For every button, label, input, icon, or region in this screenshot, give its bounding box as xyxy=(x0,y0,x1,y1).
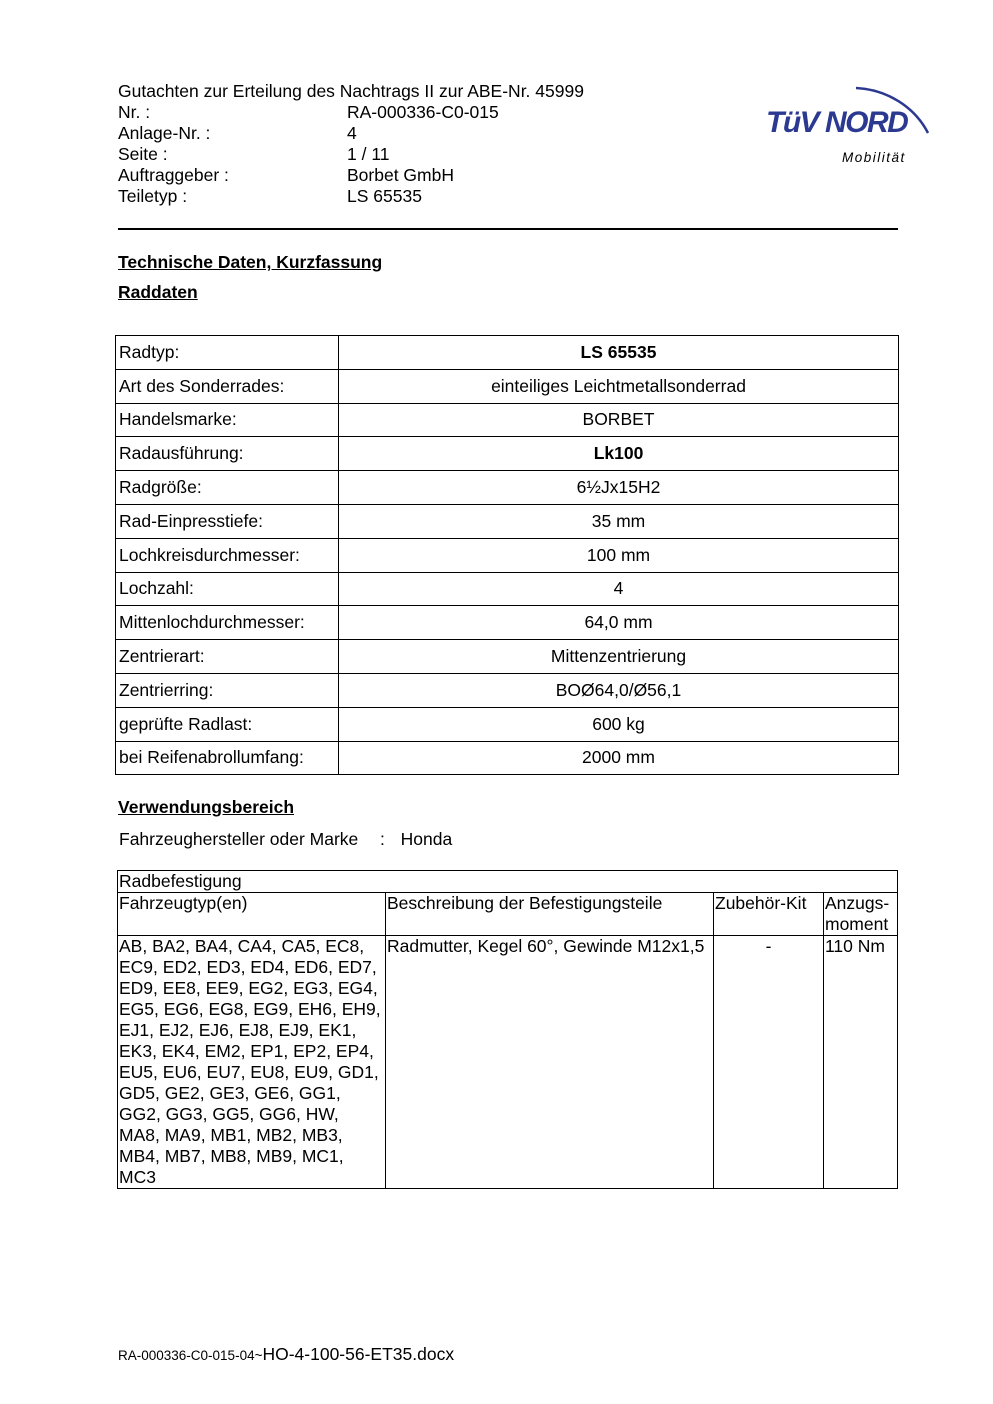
rad-label: Radgröße: xyxy=(116,471,339,505)
rad-value: BOØ64,0/Ø56,1 xyxy=(339,673,899,707)
rad-label: Rad-Einpresstiefe: xyxy=(116,504,339,538)
table-header-row xyxy=(118,893,898,936)
cell-zubehoer-kit: - xyxy=(714,936,824,1189)
header-label: Anlage-Nr. : xyxy=(118,123,211,143)
rad-label: Mittenlochdurchmesser: xyxy=(116,606,339,640)
rad-label: Zentrierart: xyxy=(116,640,339,674)
report-title: Gutachten zur Erteilung des Nachtrags II zur ABE-Nr. 45999 xyxy=(118,81,584,101)
cell-beschreibung: Radmutter, Kegel 60°, Gewinde M12x1,5 xyxy=(386,936,714,1189)
table-row xyxy=(116,471,899,505)
logo-brand: TüV NORD xyxy=(766,106,908,139)
raddaten-table xyxy=(115,335,899,775)
rad-value: Lk100 xyxy=(339,437,899,471)
table-row xyxy=(116,504,899,538)
section-subtitle: Raddaten xyxy=(118,282,198,302)
rad-label: Radausführung: xyxy=(116,437,339,471)
rad-label: Lochzahl: xyxy=(116,572,339,606)
header-label: Teiletyp : xyxy=(118,186,188,206)
rad-label: geprüfte Radlast: xyxy=(116,707,339,741)
rad-value: Mittenzentrierung xyxy=(339,640,899,674)
table-row xyxy=(116,336,899,370)
header-anzugsmoment xyxy=(824,893,898,936)
header-label: Nr. : xyxy=(118,102,151,122)
table-row xyxy=(118,936,898,1189)
table-row xyxy=(116,369,899,403)
table-caption-row xyxy=(118,871,898,893)
rad-label: Radtyp: xyxy=(116,336,339,370)
rad-value: LS 65535 xyxy=(339,336,899,370)
header-fahrzeugtyp: Fahrzeugtyp(en) xyxy=(118,893,386,936)
header-label: Auftraggeber : xyxy=(118,165,229,185)
rad-label: Art des Sonderrades: xyxy=(116,369,339,403)
maker-value: Honda xyxy=(400,829,453,849)
logo-sub: Mobilität xyxy=(842,150,906,165)
maker-label: Fahrzeughersteller oder Marke xyxy=(119,829,359,849)
header-anzugs: Anzugs- xyxy=(825,893,890,913)
rad-value: 4 xyxy=(339,572,899,606)
header-value: RA-000336-C0-015 xyxy=(347,102,499,122)
table-row xyxy=(116,403,899,437)
table-row xyxy=(116,707,899,741)
table-row xyxy=(116,437,899,471)
footer-code: RA-000336-C0-015-04~ xyxy=(118,1348,263,1363)
rad-value: 35 mm xyxy=(339,504,899,538)
rad-value: BORBET xyxy=(339,403,899,437)
cell-anzugsmoment: 110 Nm xyxy=(824,936,898,1189)
rad-label: bei Reifenabrollumfang: xyxy=(116,741,339,775)
rad-value: 100 mm xyxy=(339,538,899,572)
rad-value: 600 kg xyxy=(339,707,899,741)
rad-label: Zentrierring: xyxy=(116,673,339,707)
rad-label: Handelsmarke: xyxy=(116,403,339,437)
table-row xyxy=(116,741,899,775)
table-row xyxy=(116,538,899,572)
rad-value: 6½Jx15H2 xyxy=(339,471,899,505)
header-zubehoer-kit: Zubehör-Kit xyxy=(714,893,824,936)
header-label: Seite : xyxy=(118,144,168,164)
maker-separator: : xyxy=(380,829,385,849)
footer-file: HO-4-100-56-ET35.docx xyxy=(262,1344,455,1364)
table-row xyxy=(116,572,899,606)
header-divider xyxy=(118,228,898,230)
section-title: Technische Daten, Kurzfassung xyxy=(118,252,383,272)
table-caption: Radbefestigung xyxy=(118,871,898,893)
table-row xyxy=(116,640,899,674)
header-value: 1 / 11 xyxy=(347,144,390,164)
section-verwendung-title: Verwendungsbereich xyxy=(118,797,295,817)
header-value: LS 65535 xyxy=(347,186,422,206)
maker-line xyxy=(119,829,452,850)
rad-value: einteiliges Leichtmetallsonderrad xyxy=(339,369,899,403)
rad-value: 64,0 mm xyxy=(339,606,899,640)
rad-value: 2000 mm xyxy=(339,741,899,775)
header-value: 4 xyxy=(347,123,357,143)
table-row xyxy=(116,606,899,640)
table-row xyxy=(116,673,899,707)
header-beschreibung: Beschreibung der Befestigungsteile xyxy=(386,893,714,936)
radbefestigung-table xyxy=(117,870,898,1189)
rad-label: Lochkreisdurchmesser: xyxy=(116,538,339,572)
tuv-nord-logo xyxy=(760,58,945,173)
footer xyxy=(118,1344,454,1365)
header-moment: moment xyxy=(825,914,889,934)
header-value: Borbet GmbH xyxy=(347,165,454,185)
cell-fahrzeugtypen: AB, BA2, BA4, CA4, CA5, EC8, EC9, ED2, ED3, ED4, ED6, ED7, ED9, EE8, EE9, EG2, EG3, EG4, EG5, EG6, EG8, EG9, EH6, EH9, EJ1, EJ2, EJ6, EJ8, EJ9, EK1, EK3, EK4, EM2, EP1, EP2, EP4, EU5, EU6, EU7, EU8, EU9, GD1, GD5, GE2, GE3, GE6, GG1, GG2, GG3, GG5, GG6, HW, MA8, MA9, MB1, MB2, MB3, MB4, MB7, MB8, MB9, MC1, MC3 xyxy=(118,936,386,1189)
